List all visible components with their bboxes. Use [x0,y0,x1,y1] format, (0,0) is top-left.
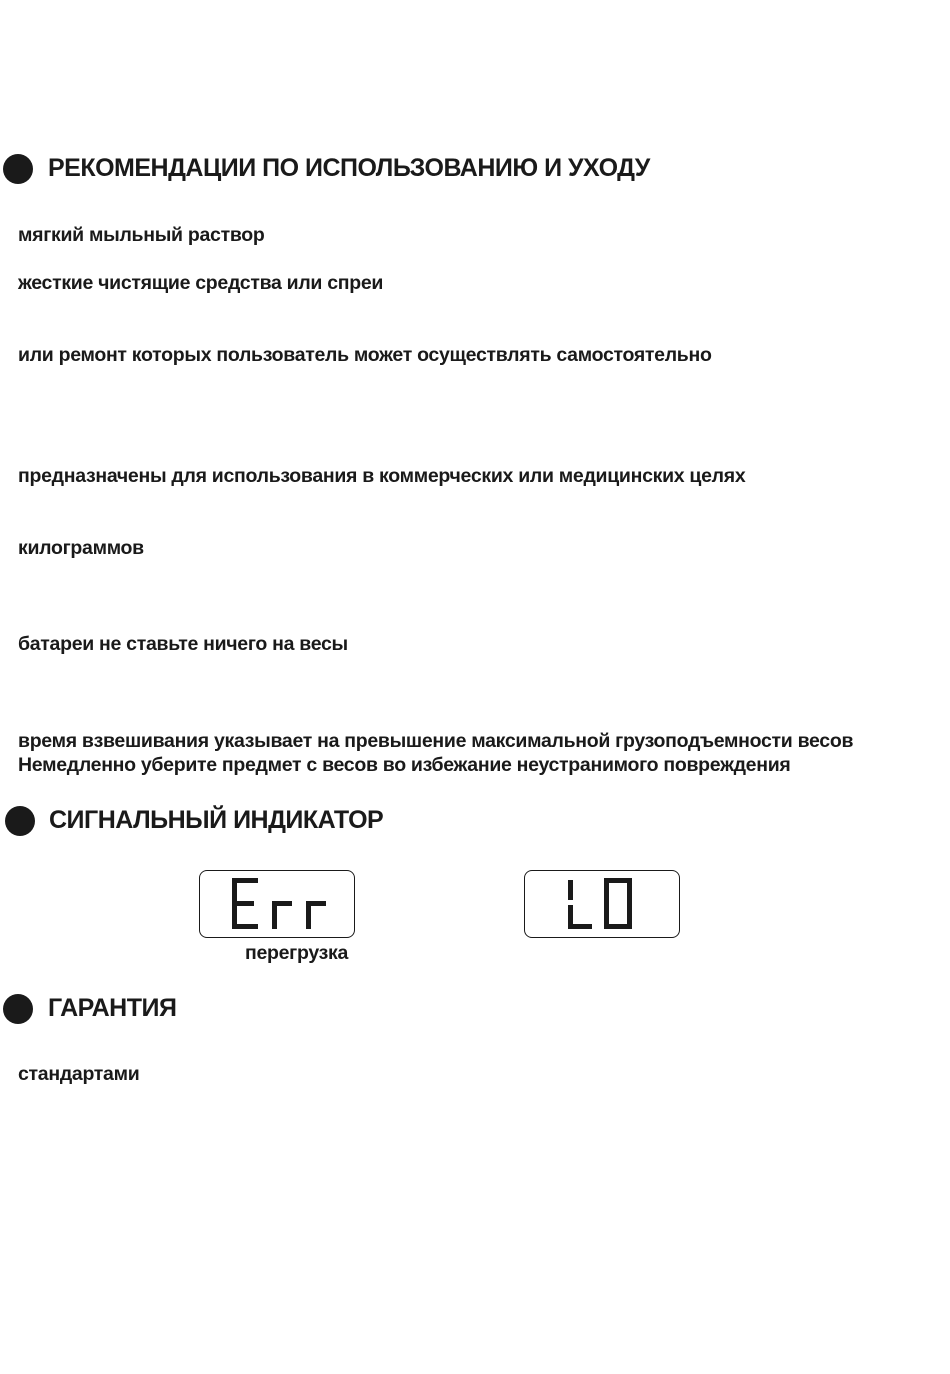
care-line-8: Немедленно уберите предмет с весов во избежание неустранимого повреждения [18,754,791,776]
lcd-display-lo [524,870,680,938]
section-bullet-care [3,154,33,184]
care-line-2: жесткие чистящие средства или спреи [18,272,384,294]
lcd-digits-err [200,871,353,936]
heading-indicator: СИГНАЛЬНЫЙ ИНДИКАТОР [49,806,384,834]
lcd-caption-overload: перегрузка [245,942,349,964]
section-bullet-indicator [5,806,35,836]
care-line-3: или ремонт которых пользователь может осуществлять самостоятельно [18,344,712,366]
warranty-line-1: стандартами [18,1063,140,1085]
care-line-7: время взвешивания указывает на превышение максимальной грузоподъемности весов [18,730,854,752]
heading-warranty: ГАРАНТИЯ [48,994,177,1022]
section-bullet-warranty [3,994,33,1024]
heading-care: РЕКОМЕНДАЦИИ ПО ИСПОЛЬЗОВАНИЮ И УХОДУ [48,154,650,182]
care-line-1: мягкий мыльный раствор [18,224,265,246]
care-line-6: батареи не ставьте ничего на весы [18,633,348,655]
lcd-display-err [199,870,355,938]
lcd-digits-lo [525,871,678,936]
care-line-5: килограммов [18,537,144,559]
care-line-4: предназначены для использования в коммерческих или медицинских целях [18,465,746,487]
